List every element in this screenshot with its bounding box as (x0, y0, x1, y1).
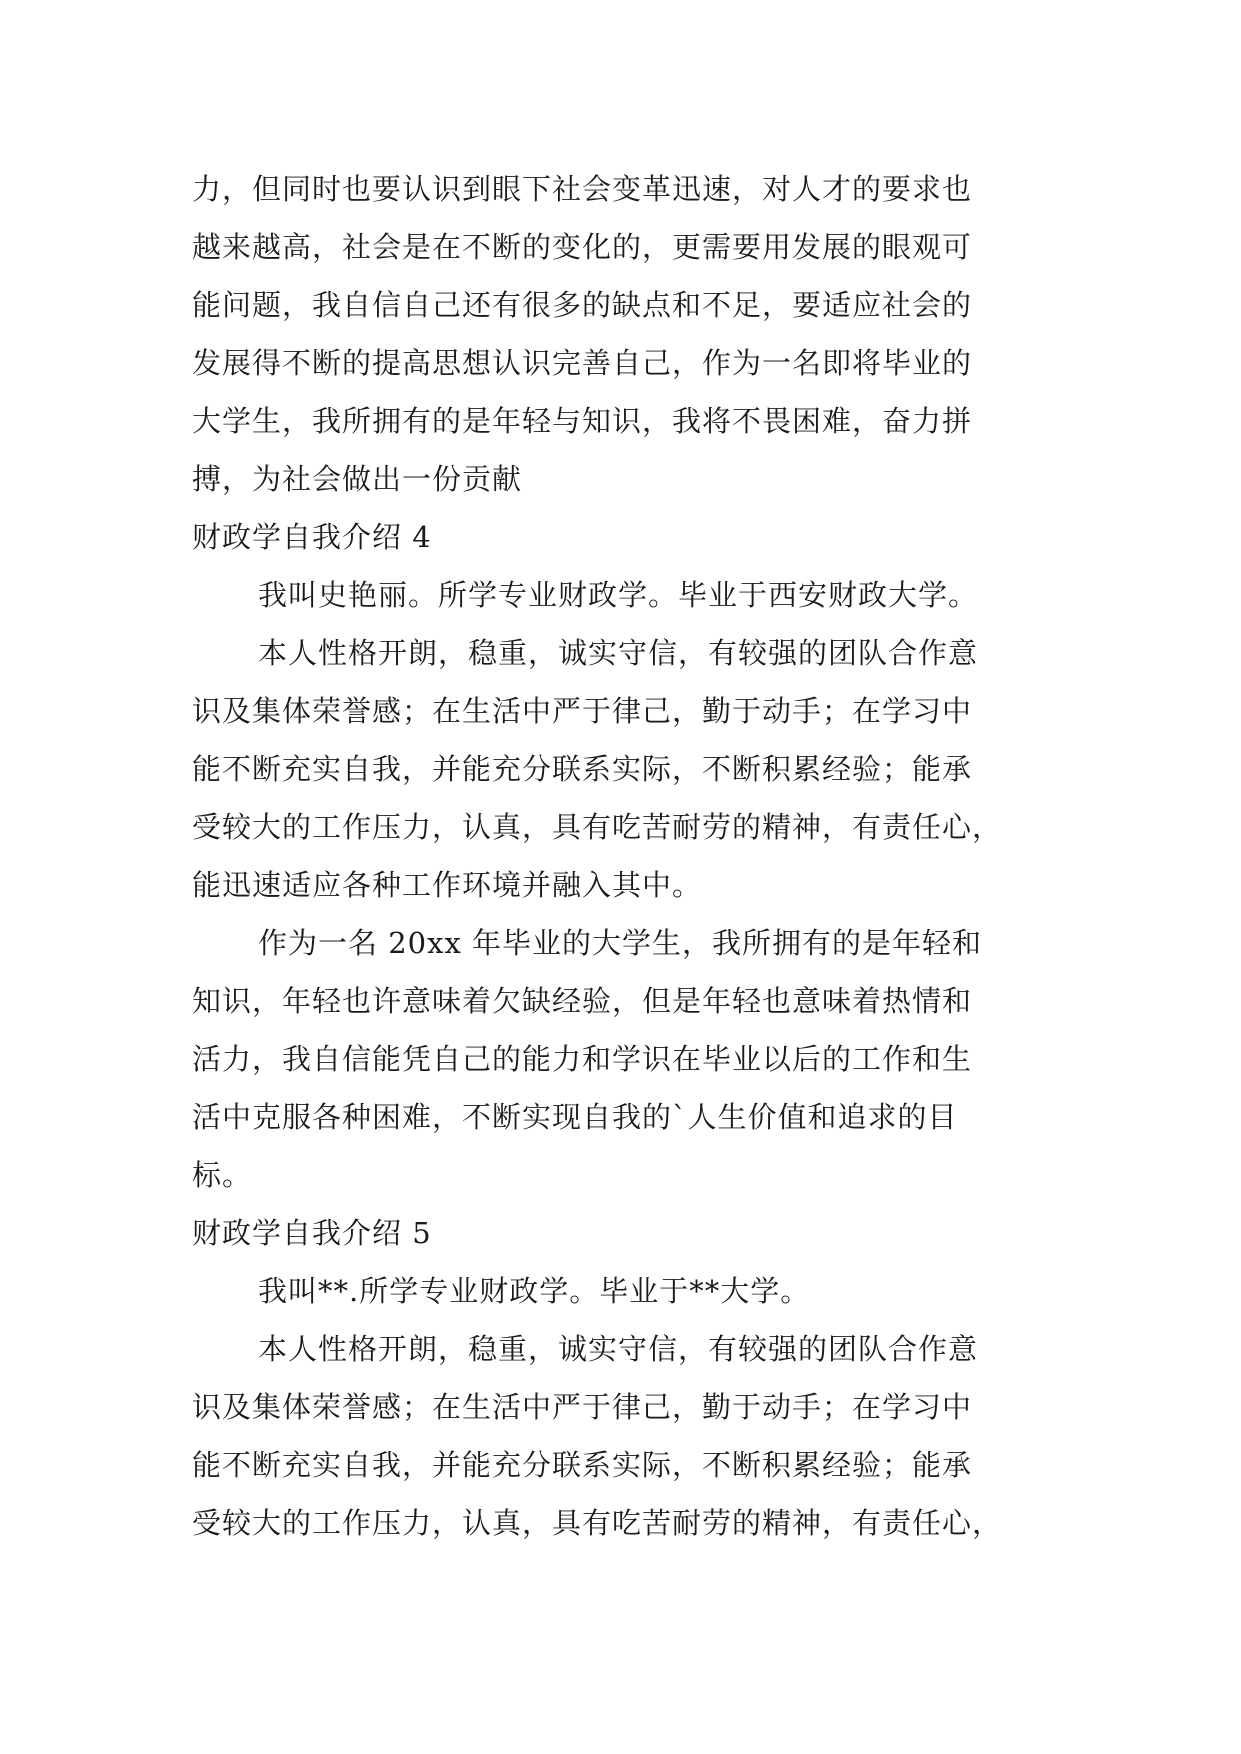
paragraph-first-line: 本人性格开朗，稳重，诚实守信，有较强的团队合作意 (258, 1332, 979, 1366)
text-line: 能不断充实自我，并能充分联系实际，不断积累经验；能承 (192, 1448, 973, 1482)
section-heading-4: 财政学自我介绍 4 (192, 520, 432, 554)
text-line: 受较大的工作压力，认真，具有吃苦耐劳的精神，有责任心， (192, 1506, 1003, 1540)
text-line: 活中克服各种困难，不断实现自我的`人生价值和追求的目 (192, 1100, 958, 1134)
paragraph-first-line: 我叫史艳丽。所学专业财政学。毕业于西安财政大学。 (258, 578, 979, 612)
text-line: 越来越高，社会是在不断的变化的，更需要用发展的眼观可 (192, 230, 973, 264)
text-line: 活力，我自信能凭自己的能力和学识在毕业以后的工作和生 (192, 1042, 973, 1076)
text-line: 知识，年轻也许意味着欠缺经验，但是年轻也意味着热情和 (192, 984, 973, 1018)
text-line: 大学生，我所拥有的是年轻与知识，我将不畏困难，奋力拼 (192, 404, 973, 438)
paragraph-first-line: 我叫**.所学专业财政学。毕业于**大学。 (258, 1274, 811, 1308)
text-line: 能问题，我自信自己还有很多的缺点和不足，要适应社会的 (192, 288, 973, 322)
section-heading-5: 财政学自我介绍 5 (192, 1216, 432, 1250)
text-line: 标。 (192, 1158, 253, 1192)
text-line: 识及集体荣誉感；在生活中严于律己，勤于动手；在学习中 (192, 1390, 973, 1424)
text-line: 受较大的工作压力，认真，具有吃苦耐劳的精神，有责任心， (192, 810, 1003, 844)
text-line: 发展得不断的提高思想认识完善自己，作为一名即将毕业的 (192, 346, 973, 380)
text-line: 能不断充实自我，并能充分联系实际，不断积累经验；能承 (192, 752, 973, 786)
text-line: 力，但同时也要认识到眼下社会变革迅速，对人才的要求也 (192, 172, 973, 206)
paragraph-first-line: 本人性格开朗，稳重，诚实守信，有较强的团队合作意 (258, 636, 979, 670)
text-line: 搏，为社会做出一份贡献 (192, 462, 523, 496)
text-line: 能迅速适应各种工作环境并融入其中。 (192, 868, 703, 902)
document-body (192, 160, 1072, 1552)
paragraph-first-line: 作为一名 20xx 年毕业的大学生，我所拥有的是年轻和 (258, 926, 983, 960)
text-line: 识及集体荣誉感；在生活中严于律己，勤于动手；在学习中 (192, 694, 973, 728)
